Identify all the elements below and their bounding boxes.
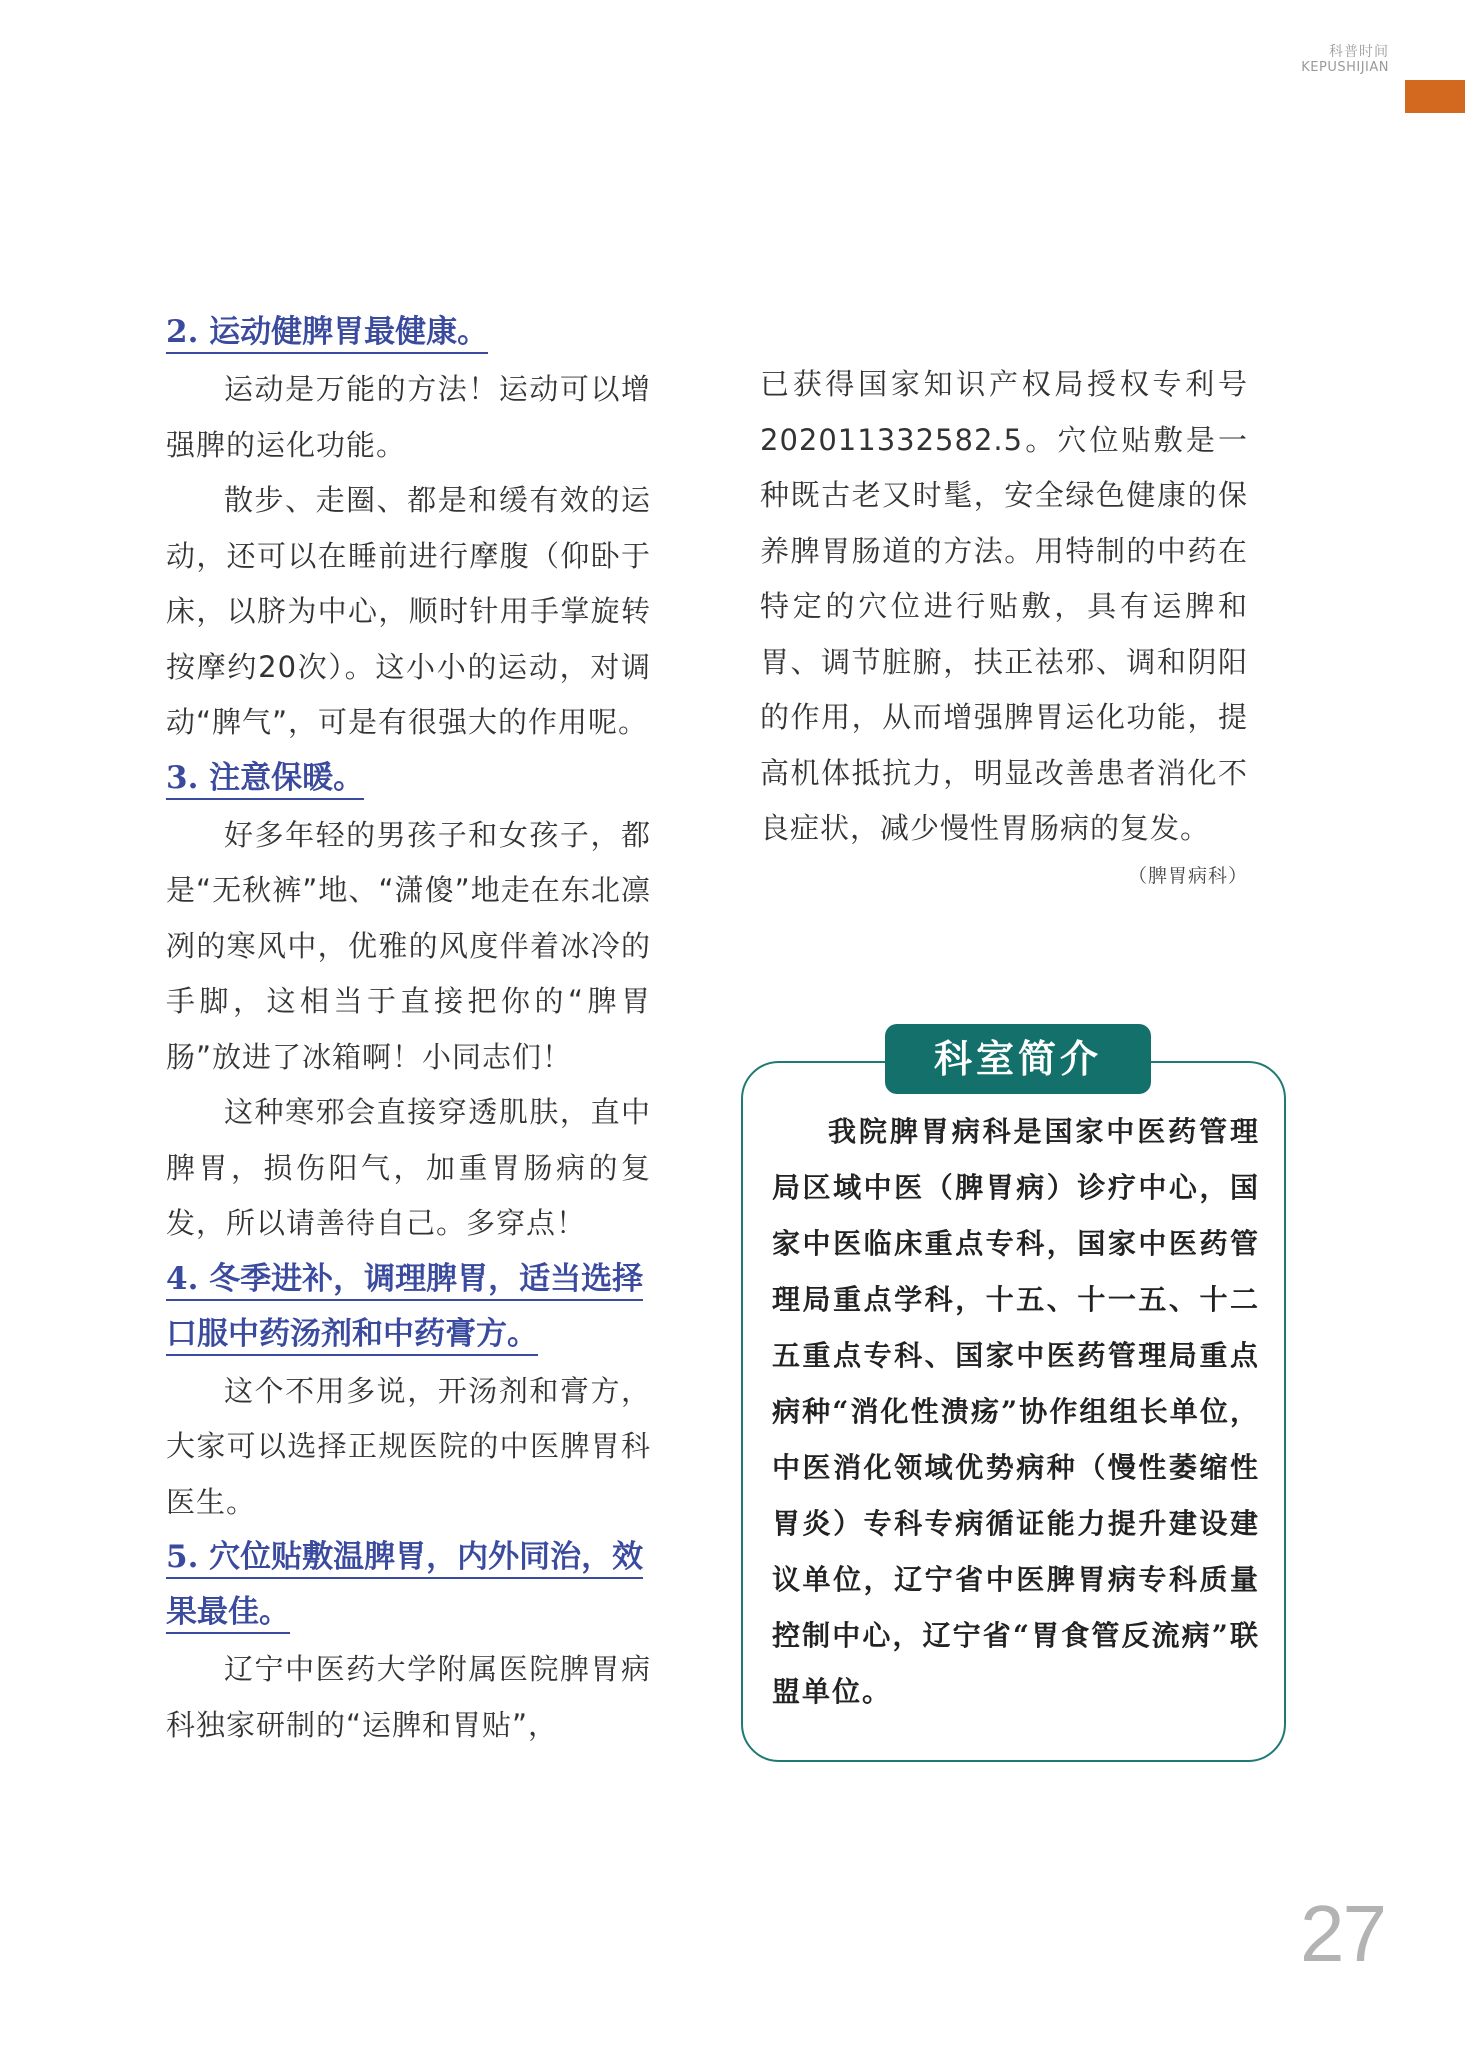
heading-exercise: 2. 运动健脾胃最健康。 (166, 314, 488, 354)
header-section-cn: 科普时间 (1329, 44, 1389, 60)
left-column (166, 305, 651, 1753)
heading-winter-tonic: 4. 冬季进补，调理脾胃，适当选择口服中药汤剂和中药膏方。 (166, 1261, 643, 1356)
paragraph: 这种寒邪会直接穿透肌肤，直中脾胃，损伤阳气，加重胃肠病的复发，所以请善待自己。多穿点！ (166, 1095, 651, 1240)
heading-keep-warm: 3. 注意保暖。 (166, 760, 364, 800)
right-column (760, 357, 1248, 888)
paragraph: 这个不用多说，开汤剂和膏方，大家可以选择正规医院的中医脾胃科医生。 (166, 1373, 651, 1519)
intro-box-title: 科室简介 (885, 1024, 1151, 1094)
paragraph: 散步、走圈、都是和缓有效的运动，还可以在睡前进行摩腹（仰卧于床，以脐为中心，顺时针用手掌旋转按摩约20次）。这小小的运动，对调动“脾气”，可是有很强大的作用呢。 (166, 483, 651, 739)
header-accent-bar (1405, 80, 1465, 113)
paragraph: 已获得国家知识产权局授权专利号202011332582.5。穴位贴敷是一种既古老又时髦，安全绿色健康的保养脾胃肠道的方法。用特制的中药在特定的穴位进行贴敷，具有运脾和胃、调节脏腑，扶正祛邪、调和阴阳的作用，从而增强脾胃运化功能，提高机体抵抗力，明显改善患者消化不良症状，减少慢性胃肠病的复发。 (760, 367, 1248, 845)
heading-acupoint: 5. 穴位贴敷温脾胃，内外同治，效果最佳。 (166, 1539, 643, 1634)
paragraph: 运动是万能的方法！运动可以增强脾的运化功能。 (166, 372, 651, 462)
source-note: （脾胃病科） (1127, 864, 1248, 887)
page-number: 27 (1300, 1889, 1385, 1978)
paragraph: 好多年轻的男孩子和女孩子，都是“无秋裤”地、“潇傻”地走在东北凛冽的寒风中，优雅的风度伴着冰冷的手脚，这相当于直接把你的“脾胃肠”放进了冰箱啊！小同志们！ (166, 817, 651, 1074)
paragraph: 辽宁中医药大学附属医院脾胃病科独家研制的“运脾和胃贴”， (166, 1652, 651, 1742)
header-section-en: KEPUSHIJIAN (1301, 60, 1389, 75)
intro-box-text: 我院脾胃病科是国家中医药管理局区域中医（脾胃病）诊疗中心，国家中医临床重点专科，国家中医药管理局重点学科，十五、十一五、十二五重点专科、国家中医药管理局重点病种“消化性溃疡”协作组组长单位，中医消化领域优势病种（慢性萎缩性胃炎）专科专病循证能力提升建设建议单位，辽宁省中医脾胃病专科质量控制中心，辽宁省“胃食管反流病”联盟单位。 (772, 1115, 1260, 1708)
